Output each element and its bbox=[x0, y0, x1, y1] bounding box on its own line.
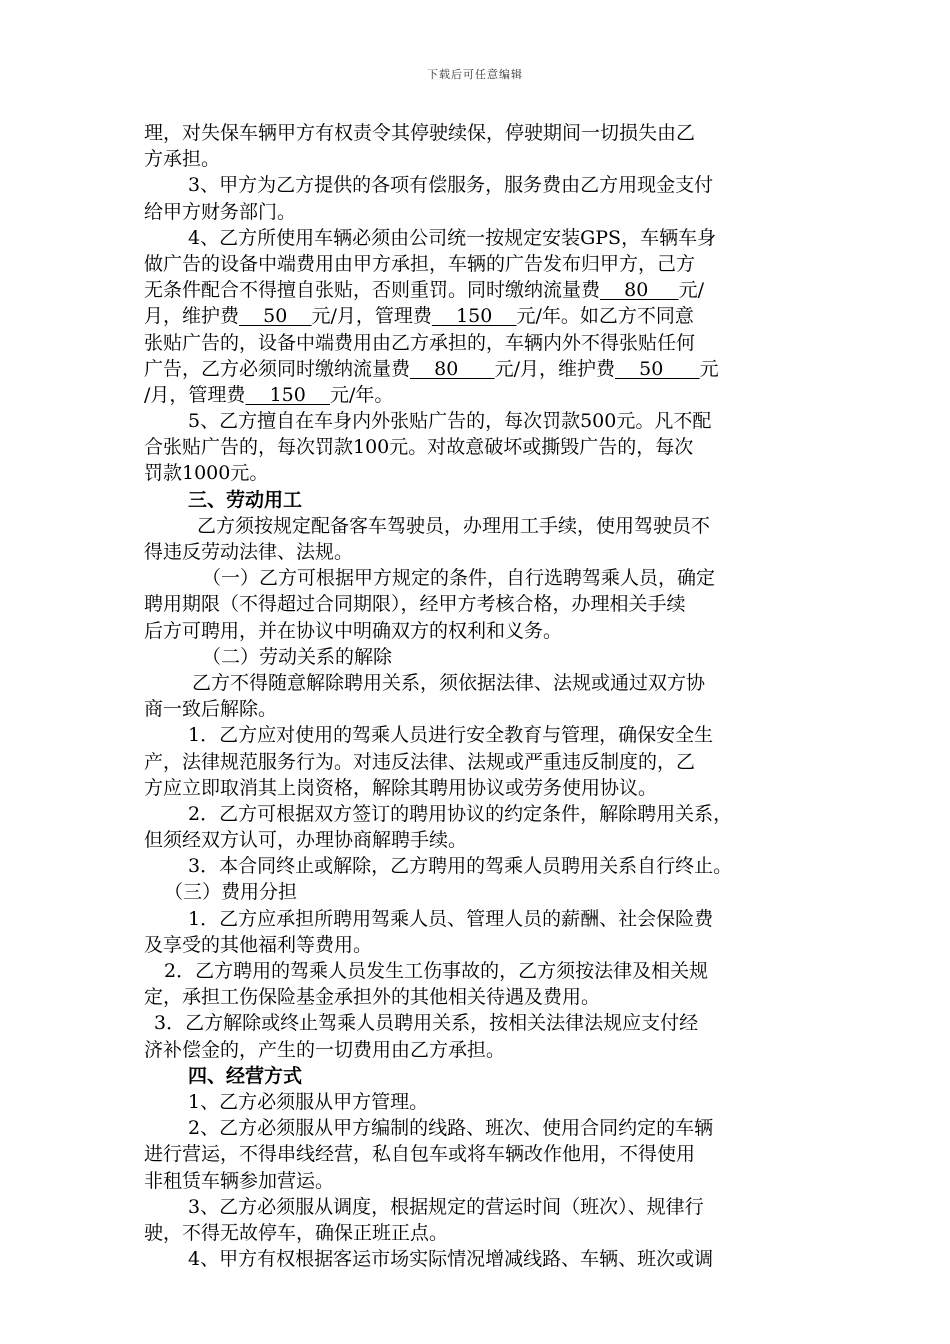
body-line bbox=[144, 1037, 814, 1063]
section-heading bbox=[144, 1063, 814, 1089]
body-line bbox=[144, 1168, 814, 1194]
body-line bbox=[144, 408, 814, 434]
text-segment: 驶，不得无故停车，确保正班正点。 bbox=[144, 1221, 449, 1244]
text-segment: 方应立即取消其上岗资格，解除其聘用协议或劳务使用协议。 bbox=[144, 776, 658, 799]
text-segment: （三）费用分担 bbox=[164, 881, 298, 904]
body-line bbox=[144, 303, 814, 329]
text-segment: 1．乙方应承担所聘用驾乘人员、管理人员的薪酬、社会保险费 bbox=[188, 907, 714, 930]
body-line bbox=[144, 618, 814, 644]
text-segment: 但须经双方认可，办理协商解聘手续。 bbox=[144, 829, 468, 852]
text-segment: 2、乙方必须服从甲方编制的线路、班次、使用合同约定的车辆 bbox=[188, 1117, 714, 1140]
body-line bbox=[144, 565, 814, 591]
text-segment: /月，管理费 bbox=[144, 383, 246, 406]
body-line bbox=[144, 696, 814, 722]
text-segment: 3．乙方解除或终止驾乘人员聘用关系，按相关法律法规应支付经 bbox=[154, 1012, 699, 1035]
body-line bbox=[144, 1089, 814, 1115]
text-segment: 得违反劳动法律、法规。 bbox=[144, 541, 354, 563]
text-segment: 1、乙方必须服从甲方管理。 bbox=[188, 1090, 429, 1113]
body-line bbox=[144, 539, 814, 565]
text-segment: 1．乙方应对使用的驾乘人员进行安全教育与管理，确保安全生 bbox=[188, 724, 714, 747]
text-segment: 合张贴广告的，每次罚款100元。对故意破坏或撕毁广告的，每次 bbox=[144, 436, 694, 459]
text-segment: 做广告的设备中端费用由甲方承担，车辆的广告发布归甲方，己方 bbox=[144, 252, 696, 275]
text-segment: 元/年。如乙方不同意 bbox=[516, 305, 694, 328]
fill-in-blank: 50 bbox=[239, 305, 312, 328]
body-line bbox=[144, 356, 814, 382]
text-segment: 3、乙方必须服从调度，根据规定的营运时间（班次）、规律行 bbox=[188, 1195, 704, 1218]
body-line bbox=[144, 382, 814, 408]
fill-in-blank: 150 bbox=[245, 383, 330, 406]
text-segment: 乙方须按规定配备客车驾驶员，办理用工手续，使用驾驶员不 bbox=[197, 514, 711, 537]
text-segment: 4、乙方所使用车辆必须由公司统一按规定安装GPS，车辆车身 bbox=[188, 226, 717, 249]
text-segment: （二）劳动关系的解除 bbox=[202, 645, 393, 668]
body-line bbox=[144, 591, 814, 617]
body-line bbox=[144, 460, 814, 486]
subsection-heading bbox=[144, 644, 814, 670]
text-segment: 及享受的其他福利等费用。 bbox=[144, 933, 373, 956]
body-line bbox=[144, 1246, 814, 1272]
text-segment: （一）乙方可根据甲方规定的条件，自行选聘驾乘人员，确定 bbox=[202, 567, 716, 590]
text-segment: 产，法律规范服务行为。对违反法律、法规或严重违反制度的，乙 bbox=[144, 750, 696, 773]
body-line bbox=[144, 1220, 814, 1246]
text-segment: 进行营运，不得串线经营，私自包车或将车辆改作他用，不得使用 bbox=[144, 1143, 696, 1166]
text-segment: 济补偿金的，产生的一切费用由乙方承担。 bbox=[144, 1038, 506, 1061]
body-line bbox=[144, 1010, 814, 1036]
body-line bbox=[144, 434, 814, 460]
text-segment: 张贴广告的，设备中端费用由乙方承担的，车辆内外不得张贴任何 bbox=[144, 331, 696, 354]
text-segment: 3、甲方为乙方提供的各项有偿服务，服务费由乙方用现金支付 bbox=[188, 174, 714, 197]
body-line bbox=[144, 1194, 814, 1220]
page-header-note: 下载后可任意编辑 bbox=[427, 68, 523, 81]
text-segment: 2．乙方聘用的驾乘人员发生工伤事故的，乙方须按法律及相关规 bbox=[164, 960, 709, 982]
subsection-heading bbox=[144, 879, 814, 905]
body-line bbox=[144, 1115, 814, 1141]
text-segment: 商一致后解除。 bbox=[144, 698, 278, 721]
body-line bbox=[144, 853, 814, 879]
body-line bbox=[144, 225, 814, 251]
section-heading bbox=[144, 487, 814, 513]
text-segment: 元/ bbox=[678, 279, 704, 302]
body-line bbox=[144, 958, 814, 984]
body-line bbox=[144, 513, 814, 539]
text-segment: 罚款1000元。 bbox=[144, 462, 269, 485]
body-line bbox=[144, 775, 814, 801]
body-line bbox=[144, 1141, 814, 1167]
body-line bbox=[144, 932, 814, 958]
text-segment: 非租赁车辆参加营运。 bbox=[144, 1169, 335, 1192]
body-line bbox=[144, 749, 814, 775]
text-segment: 乙方不得随意解除聘用关系，须依据法律、法规或通过双方协 bbox=[192, 671, 706, 694]
text-segment: 后方可聘用，并在协议中明确双方的权利和义务。 bbox=[144, 619, 563, 642]
body-line bbox=[144, 906, 814, 932]
body-line bbox=[144, 984, 814, 1010]
text-segment: 2．乙方可根据双方签订的聘用协议的约定条件，解除聘用关系， bbox=[188, 802, 733, 825]
fill-in-blank: 50 bbox=[615, 357, 700, 380]
fill-in-blank: 80 bbox=[600, 279, 679, 302]
body-line bbox=[144, 146, 814, 172]
text-segment: 元 bbox=[699, 357, 719, 380]
body-line bbox=[144, 277, 814, 303]
fill-in-blank: 80 bbox=[410, 357, 495, 380]
body-line bbox=[144, 827, 814, 853]
text-segment: 给甲方财务部门。 bbox=[144, 200, 297, 223]
text-segment: 4、甲方有权根据客运市场实际情况增减线路、车辆、班次或调 bbox=[188, 1248, 714, 1271]
text-segment: 元/月，维护费 bbox=[494, 357, 615, 380]
fill-in-blank: 150 bbox=[431, 305, 517, 328]
body-line bbox=[144, 199, 814, 225]
text-segment: 理，对失保车辆甲方有权责令其停驶续保，停驶期间一切损失由乙 bbox=[144, 122, 696, 144]
text-segment: 定，承担工伤保险基金承担外的其他相关待遇及费用。 bbox=[144, 986, 601, 1009]
body-line bbox=[144, 670, 814, 696]
body-line bbox=[144, 801, 814, 827]
document-body bbox=[144, 120, 814, 1272]
text-segment: 方承担。 bbox=[144, 148, 221, 171]
body-line bbox=[144, 251, 814, 277]
text-segment: 无条件配合不得擅自张贴，否则重罚。同时缴纳流量费 bbox=[144, 279, 601, 302]
text-segment: 月，维护费 bbox=[144, 305, 240, 328]
text-segment: 3．本合同终止或解除，乙方聘用的驾乘人员聘用关系自行终止。 bbox=[188, 855, 733, 878]
text-segment: 聘用期限（不得超过合同期限），经甲方考核合格，办理相关手续 bbox=[144, 593, 686, 616]
text-segment: 元/月，管理费 bbox=[311, 305, 432, 328]
body-line bbox=[144, 172, 814, 198]
body-line bbox=[144, 330, 814, 356]
text-segment: 元/年。 bbox=[330, 383, 394, 406]
body-line bbox=[144, 722, 814, 748]
body-line bbox=[144, 120, 814, 146]
text-segment: 5、乙方擅自在车身内外张贴广告的，每次罚款500元。凡不配 bbox=[188, 410, 712, 433]
heading-text: 三、劳动用工 bbox=[188, 488, 303, 511]
text-segment: 广告，乙方必须同时缴纳流量费 bbox=[144, 357, 411, 380]
heading-text: 四、经营方式 bbox=[188, 1064, 303, 1087]
